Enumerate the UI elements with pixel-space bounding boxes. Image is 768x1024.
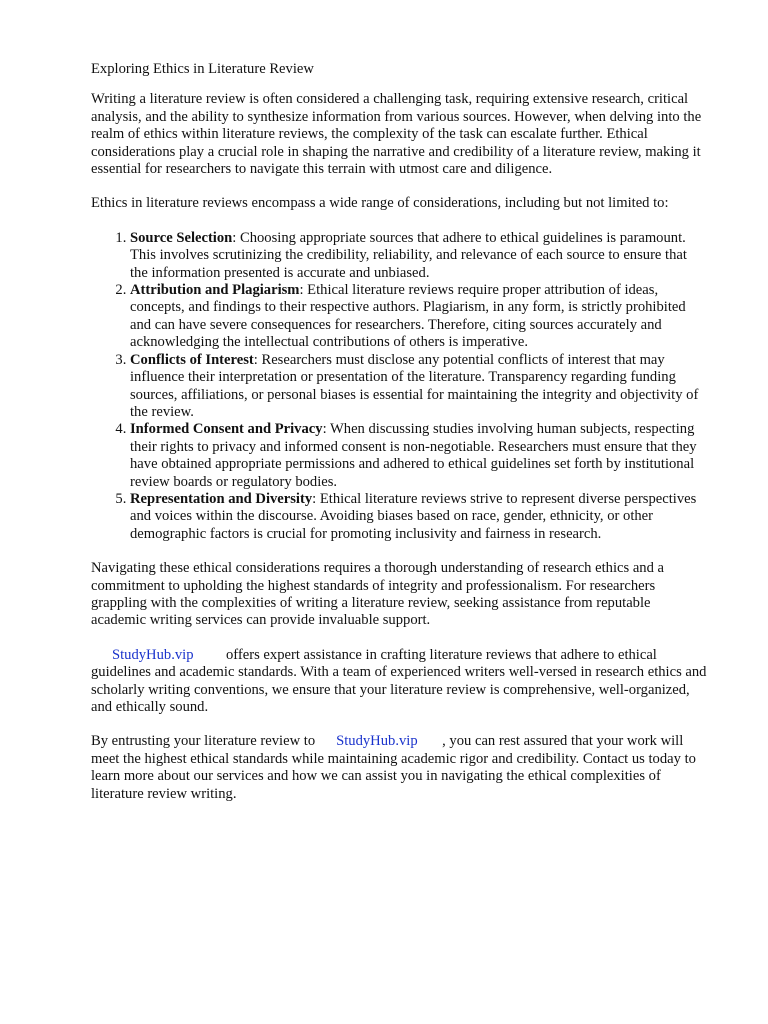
list-item-representation <box>130 491 708 543</box>
offer-text: offers expert assistance in crafting literature reviews that adhere to ethical guidelines and academic standards. With a team of experienced writers well-versed in research ethics and scholarly writing conventions, we ensure that your literature review is comprehensive, well-organized, and ethically sound. <box>91 646 707 715</box>
list-item-text: : Choosing appropriate sources that adhere to ethical guidelines is paramount. This involves scrutinizing the credibility, reliability, and relevance of each source to ensure that the information presented is accurate and unbiased. <box>130 229 687 281</box>
list-item-term: Source Selection <box>130 229 233 246</box>
list-item-term: Attribution and Plagiarism <box>130 282 300 299</box>
offer-paragraph <box>91 647 708 717</box>
list-intro-paragraph: Ethics in literature reviews encompass a wide range of considerations, including but not limited to: <box>91 195 669 212</box>
considerations-list <box>91 230 708 543</box>
list-item-consent-privacy <box>130 421 708 491</box>
studyhub-link-inline[interactable]: StudyHub.vip <box>336 733 418 750</box>
list-item-term: Informed Consent and Privacy <box>130 421 323 438</box>
list-item-conflicts <box>130 352 708 422</box>
list-item-text: : When discussing studies involving human subjects, respecting their rights to privacy and informed consent is non-negotiable. Researchers must ensure that they have obtained appropriate permissions and adhered to ethical guidelines set forth by institutional review boards or regulatory bodies. <box>130 421 697 490</box>
closing-text-before: By entrusting your literature review to <box>91 733 316 750</box>
list-item-term: Representation and Diversity <box>130 490 313 507</box>
closing-paragraph <box>91 733 708 803</box>
document-title: Exploring Ethics in Literature Review <box>91 61 314 77</box>
list-item-attribution <box>130 282 708 352</box>
intro-paragraph: Writing a literature review is often considered a challenging task, requiring extensive research, critical analysis, and the ability to synthesize information from various sources. However, when delving into the realm of ethics within literature reviews, the complexity of the task can escalate further. Ethical considerations play a crucial role in shaping the narrative and credibility of a literature review, making it essential for researchers to navigate this terrain with utmost care and diligence. <box>91 91 702 178</box>
list-item-text: : Ethical literature reviews strive to represent diverse perspectives and voices within the discourse. Avoiding biases based on race, gender, ethnicity, or other demographic factors is crucial for promoting inclusivity and fairness in research. <box>130 490 697 542</box>
list-item-term: Conflicts of Interest <box>130 351 254 368</box>
studyhub-link[interactable]: StudyHub.vip <box>112 646 194 663</box>
navigating-paragraph: Navigating these ethical considerations requires a thorough understanding of research ethics and a commitment to upholding the highest standards of integrity and professionalism. For researchers grappling with the complexities of writing a literature review, seeking assistance from reputable academic writing services can provide invaluable support. <box>91 560 665 629</box>
list-item-text: : Ethical literature reviews require proper attribution of ideas, concepts, and findings to their respective authors. Plagiarism, in any form, is strictly prohibited and can have severe consequences for researchers. Therefore, citing sources accurately and acknowledging the intellectual contributions of others is imperative. <box>130 282 686 351</box>
closing-text-after: , you can rest assured that your work will meet the highest ethical standards while maintaining academic rigor and credibility. Contact us today to learn more about our services and how we can assist you in navigating the ethical complexities of literature review writing. <box>91 733 696 802</box>
list-item-text: : Researchers must disclose any potential conflicts of interest that may influence their interpretation or presentation of the literature. Transparency regarding funding sources, affiliations, or personal biases is essential for maintaining the integrity and objectivity of the review. <box>130 351 699 420</box>
list-item-source-selection <box>130 230 708 282</box>
